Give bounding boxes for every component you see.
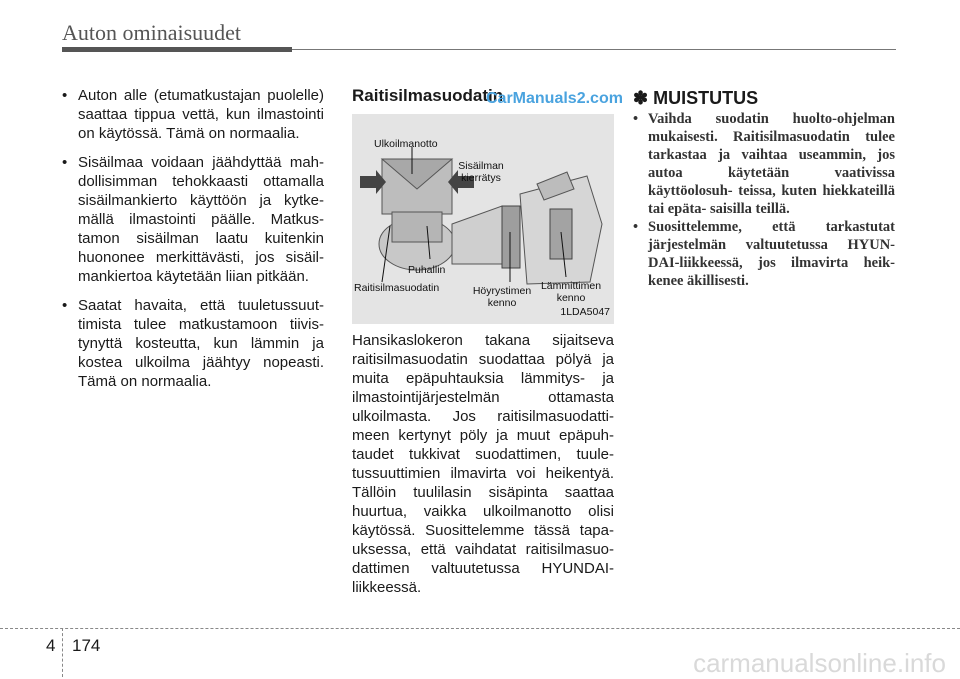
label-blower: Puhallin <box>408 264 446 276</box>
watermark: CarManuals2.com <box>486 90 623 107</box>
air-filter-diagram <box>352 114 614 324</box>
label-filter: Raitisilmasuodatin <box>354 282 440 294</box>
figure-code: 1LDA5047 <box>560 306 610 318</box>
running-header: Auton ominaisuudet <box>62 20 242 45</box>
note-title: ✽ MUISTUTUS <box>633 88 759 108</box>
note-item: • Suosittelemme, että tarkastutat järjestelmän valtuutetussa HYUN- DAI-liikkeessä, jos ilmavirta heik- kenee äkillisesti. <box>633 218 895 290</box>
section-title: Raitisilmasuodatin <box>352 86 504 105</box>
header-rule <box>292 49 896 50</box>
page-number: 174 <box>72 636 101 655</box>
bullet-item: • Saatat havaita, että tuuletussuut- timista tulee matkustamoon tiivis- tynyttä kosteutta, kun lämmin ja kostea ulkoilma jäähtyy nopeasti. Tämä on normaalia. <box>62 296 324 391</box>
left-column <box>62 86 324 401</box>
bullet-item: • Auton alle (etumatkustajan puolelle) saattaa tippua vettä, kun ilmastointi on käytössä. Tämä on normaalia. <box>62 86 324 143</box>
footer-rule <box>0 628 960 629</box>
site-watermark: carmanualsonline.info <box>693 648 946 678</box>
chapter-number: 4 <box>46 636 56 655</box>
header-bar <box>62 47 292 52</box>
bullet-item: • Sisäilmaa voidaan jäähdyttää mah- dollisimman tehokkaasti ottamalla sisäilmankierto käyttöön ja kytke- mällä ilmastointi päälle. Matkus- tamon sisäilman laatu kuitenkin huononee merkittävästi, jos sisäil- mankiertoa käytetään liian pitkään. <box>62 153 324 286</box>
label-recirculation: Sisäilman kierrätys <box>458 160 504 184</box>
note-list <box>633 110 895 290</box>
label-evaporator: Höyrystimen kenno <box>472 285 532 309</box>
label-outside-air: Ulkoilmanotto <box>374 138 438 150</box>
filter-description: Hansikaslokeron takana sijaitseva raitisilmasuodatin suodattaa pölyä ja muita epäpuhtauksia lämmitys- ja ilmastointijärjestelmän ottamasta ulkoilmasta. Jos raitisilmasuodatti- meen kertynyt pöly ja muut epäpuh- taudet tukkivat suodattimen, tuule- tussuuttimien ilmavirta voi heikentyä. Tällöin tuulilasin sisäpinta saattaa huurtua, vaikka ulkoilmanotto olisi käytössä. Suosittelemme tässä tapa- uksessa, että vaihdatat raitisilmasuo- dattimen valtuutetussa HYUNDAI- liikkeessä. <box>352 332 614 596</box>
footer-divider <box>62 628 63 677</box>
label-heater: Lämmittimen kenno <box>540 280 602 304</box>
note-item: • Vaihda suodatin huolto-ohjelman mukaisesti. Raitisilmasuodatin tulee tarkastaa ja vaihtaa useammin, jos autoa käytetään vaativissa käyttöolosuh- teissa, kuten hiekkateillä tai epäta- saisilla teillä. <box>633 110 895 218</box>
